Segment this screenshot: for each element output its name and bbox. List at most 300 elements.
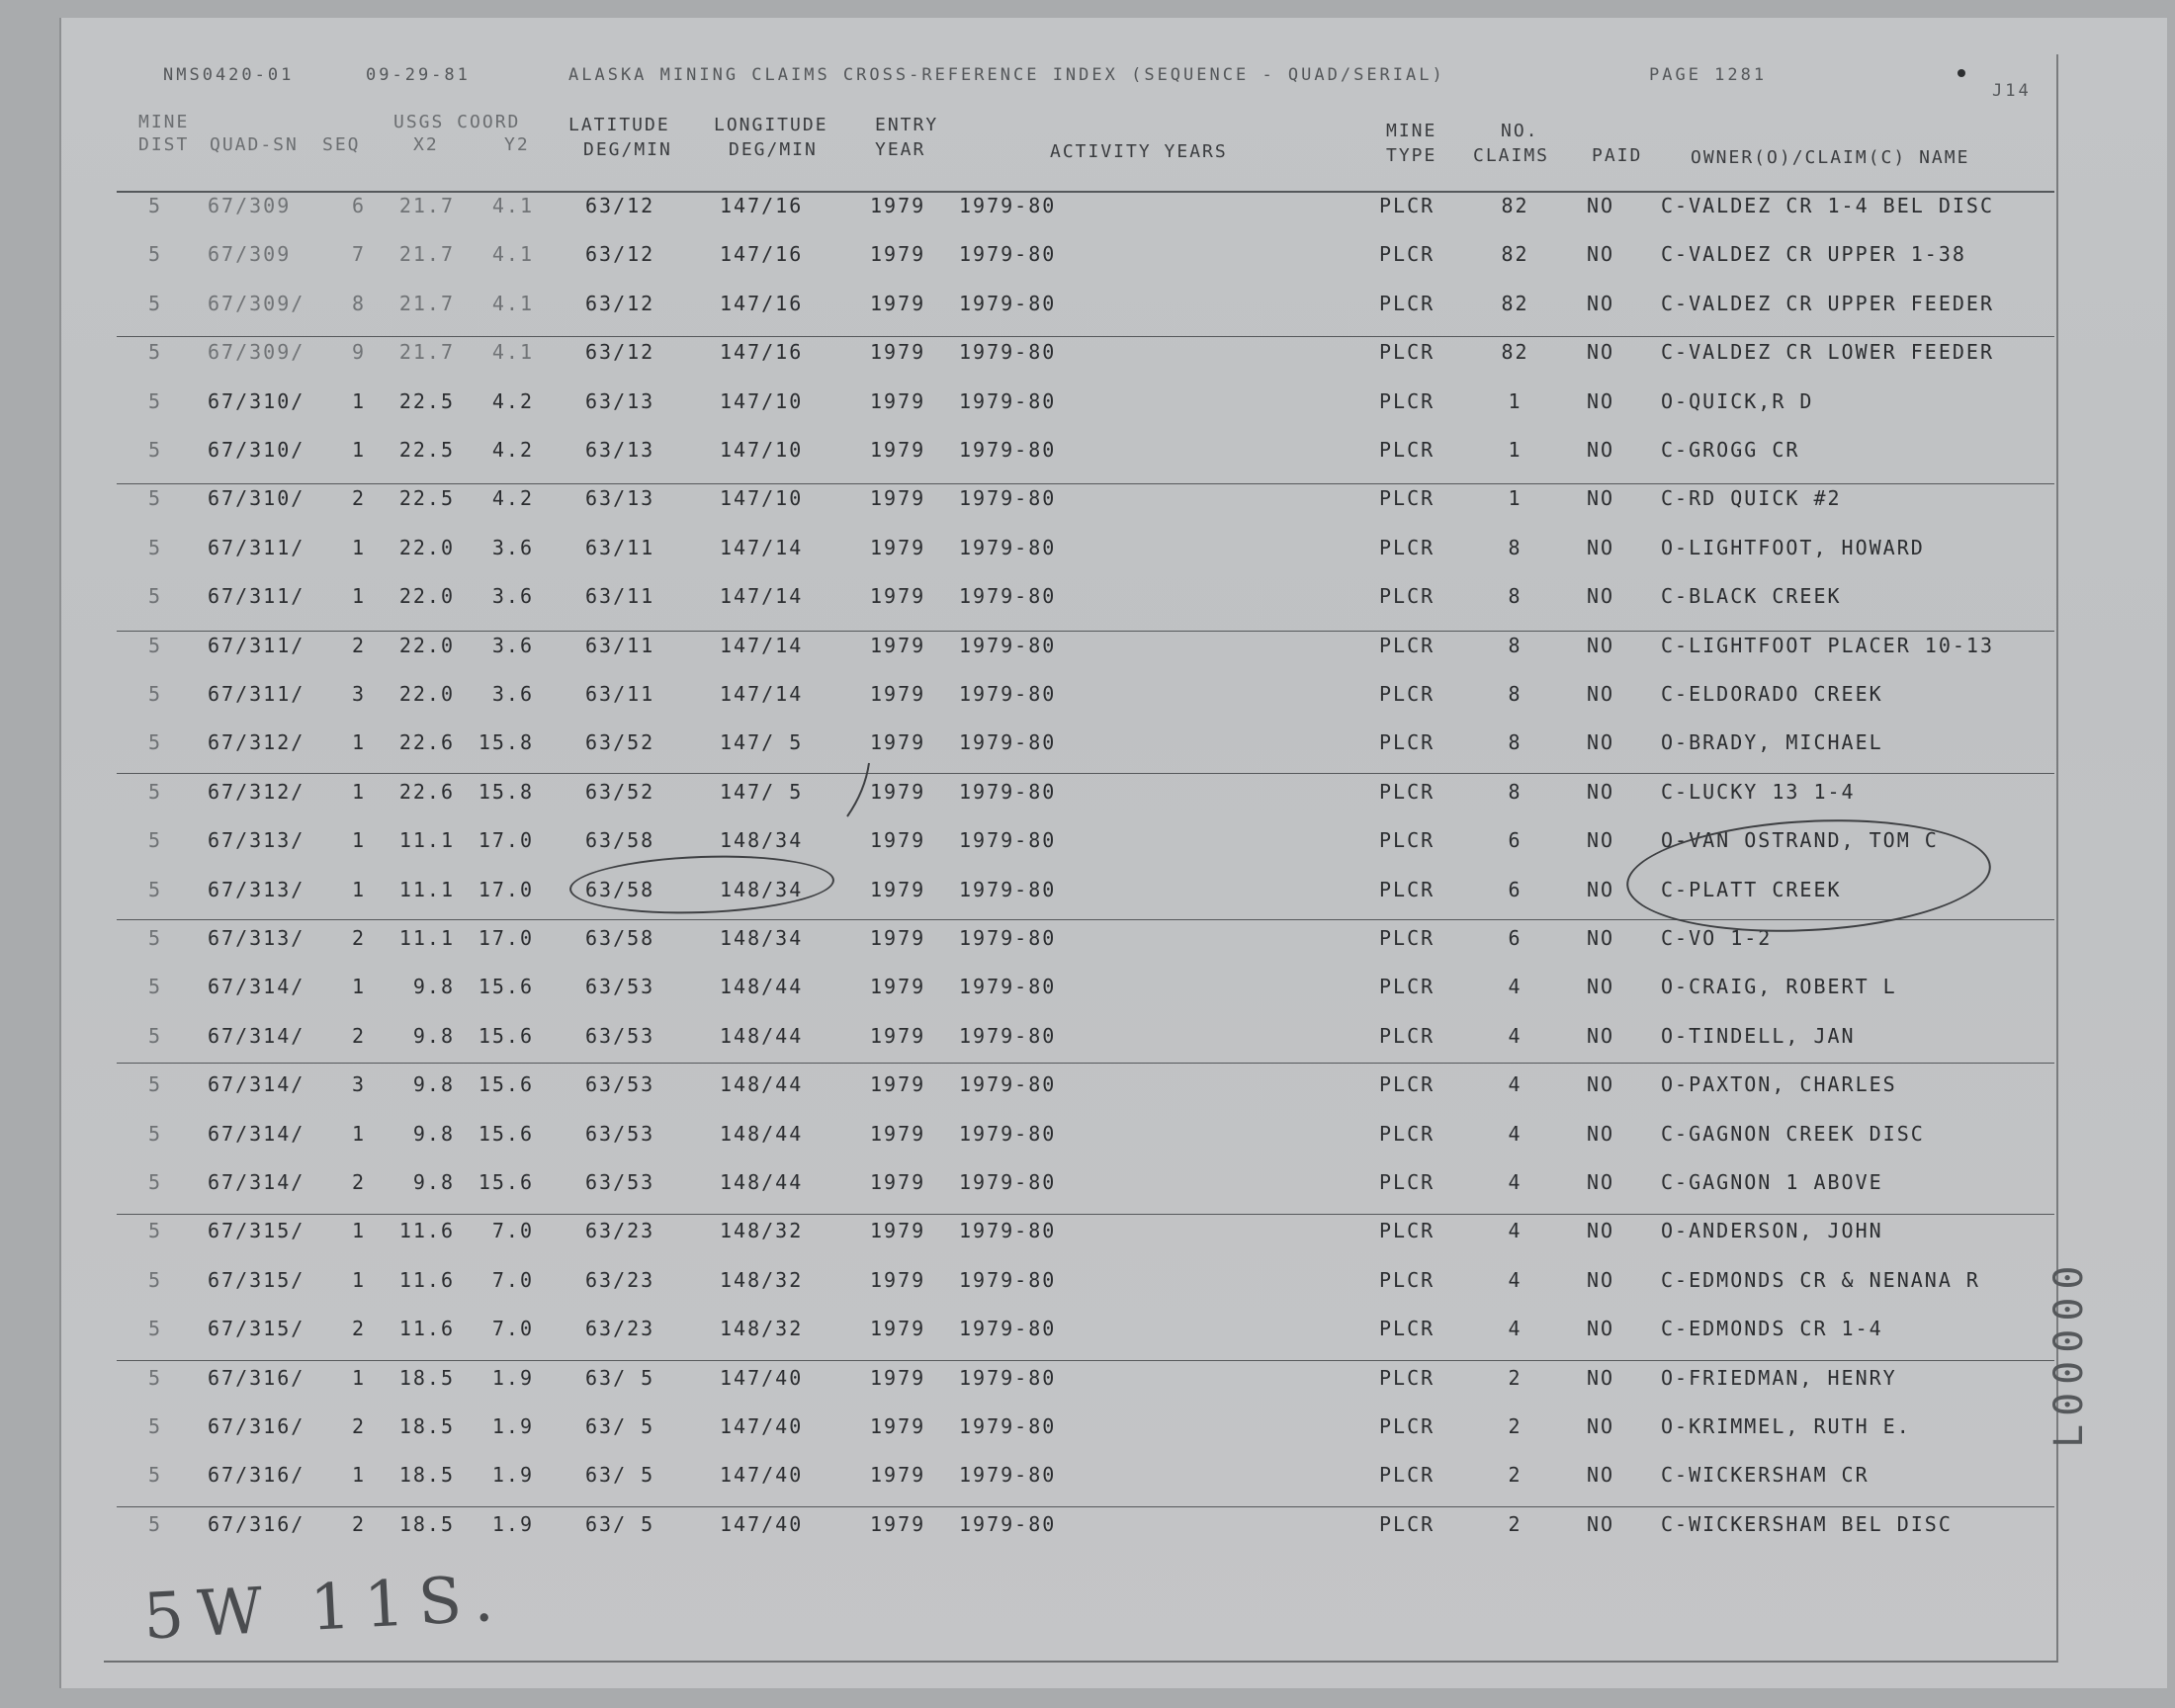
row-no-claims: 4 xyxy=(1508,1072,1522,1097)
table-row xyxy=(0,536,2175,571)
row-mine-dist: 5 xyxy=(148,1317,163,1341)
ink-dot xyxy=(1958,69,1965,77)
table-row xyxy=(0,975,2175,1010)
group-rule xyxy=(117,1506,2054,1507)
row-x2: 22.0 xyxy=(398,633,455,657)
row-mine-type: PLCR xyxy=(1379,242,1436,267)
row-mine-type: PLCR xyxy=(1379,633,1436,657)
row-longitude: 147/14 xyxy=(720,535,804,559)
row-quad-sn: 67/316/ xyxy=(208,1365,305,1390)
col-claims: CLAIMS xyxy=(1473,145,1550,166)
row-latitude: 63/58 xyxy=(585,926,655,950)
row-entry-year: 1979 xyxy=(870,194,926,217)
row-paid: NO xyxy=(1587,1511,1615,1536)
row-mine-dist: 5 xyxy=(148,340,163,365)
row-x2: 18.5 xyxy=(398,1414,455,1438)
table-row xyxy=(0,1366,2175,1402)
row-entry-year: 1979 xyxy=(870,1414,926,1438)
row-latitude: 63/23 xyxy=(585,1219,655,1243)
row-mine-dist: 5 xyxy=(148,291,163,315)
row-activity-years: 1979-80 xyxy=(959,535,1057,559)
table-row xyxy=(0,292,2175,327)
row-latitude: 63/11 xyxy=(585,633,655,657)
row-latitude: 63/23 xyxy=(585,1267,655,1292)
row-paid: NO xyxy=(1587,730,1615,755)
row-longitude: 147/16 xyxy=(720,242,804,267)
row-mine-dist: 5 xyxy=(148,926,163,950)
row-latitude: 63/12 xyxy=(585,291,655,315)
row-no-claims: 4 xyxy=(1508,1317,1522,1341)
handwritten-note: 5W 11S. xyxy=(141,1562,509,1655)
table-row xyxy=(0,926,2175,962)
row-seq: 1 xyxy=(351,1365,366,1390)
row-quad-sn: 67/313/ xyxy=(208,877,305,901)
row-quad-sn: 67/311/ xyxy=(208,633,305,657)
col-dist-label: DIST xyxy=(138,134,190,155)
row-latitude: 63/13 xyxy=(585,388,655,413)
table-row xyxy=(0,1317,2175,1352)
group-rule xyxy=(117,773,2054,774)
row-owner-claim-name: C-WICKERSHAM BEL DISC xyxy=(1661,1511,1953,1536)
row-activity-years: 1979-80 xyxy=(959,926,1057,950)
row-mine-type: PLCR xyxy=(1379,194,1436,217)
table-row xyxy=(0,682,2175,718)
row-paid: NO xyxy=(1587,194,1615,217)
row-entry-year: 1979 xyxy=(870,1121,926,1146)
row-no-claims: 6 xyxy=(1508,828,1522,853)
row-x2: 22.5 xyxy=(398,438,455,462)
row-paid: NO xyxy=(1587,1170,1615,1194)
row-latitude: 63/12 xyxy=(585,242,655,267)
pen-stroke xyxy=(845,761,885,820)
row-longitude: 147/16 xyxy=(720,340,804,365)
row-entry-year: 1979 xyxy=(870,1170,926,1194)
report-title: ALASKA MINING CLAIMS CROSS-REFERENCE INDEX (SEQUENCE - QUAD/SERIAL) xyxy=(568,65,1445,85)
row-latitude: 63/11 xyxy=(585,584,655,609)
row-mine-dist: 5 xyxy=(148,388,163,413)
row-entry-year: 1979 xyxy=(870,1511,926,1536)
row-seq: 1 xyxy=(351,877,366,901)
row-owner-claim-name: C-RD QUICK #2 xyxy=(1661,486,1842,511)
row-mine-type: PLCR xyxy=(1379,828,1436,853)
row-x2: 11.1 xyxy=(398,877,455,901)
row-seq: 2 xyxy=(351,486,366,511)
row-paid: NO xyxy=(1587,1317,1615,1341)
row-no-claims: 2 xyxy=(1508,1414,1522,1438)
row-quad-sn: 67/309 xyxy=(208,242,292,267)
row-longitude: 147/16 xyxy=(720,194,804,217)
row-seq: 1 xyxy=(351,1121,366,1146)
row-paid: NO xyxy=(1587,1267,1615,1292)
row-paid: NO xyxy=(1587,535,1615,559)
table-row xyxy=(0,780,2175,815)
row-seq: 3 xyxy=(351,1072,366,1097)
row-y2: 15.6 xyxy=(478,1023,534,1048)
row-entry-year: 1979 xyxy=(870,535,926,559)
row-quad-sn: 67/310/ xyxy=(208,486,305,511)
row-quad-sn: 67/314/ xyxy=(208,1121,305,1146)
col-usgs-coord: USGS COORD xyxy=(393,112,521,132)
row-y2: 4.1 xyxy=(491,340,534,365)
row-mine-dist: 5 xyxy=(148,1219,163,1243)
row-longitude: 147/10 xyxy=(720,438,804,462)
row-activity-years: 1979-80 xyxy=(959,1170,1057,1194)
row-y2: 3.6 xyxy=(491,584,534,609)
row-mine-type: PLCR xyxy=(1379,486,1436,511)
side-stamp: L00000 xyxy=(2046,1257,2092,1448)
row-latitude: 63/52 xyxy=(585,730,655,755)
row-entry-year: 1979 xyxy=(870,438,926,462)
row-quad-sn: 67/311/ xyxy=(208,584,305,609)
row-no-claims: 4 xyxy=(1508,975,1522,999)
row-quad-sn: 67/314/ xyxy=(208,1072,305,1097)
row-entry-year: 1979 xyxy=(870,828,926,853)
row-longitude: 147/14 xyxy=(720,633,804,657)
col-paid: PAID xyxy=(1592,145,1643,166)
row-longitude: 148/32 xyxy=(720,1267,804,1292)
row-no-claims: 1 xyxy=(1508,438,1522,462)
row-longitude: 148/34 xyxy=(720,828,804,853)
row-no-claims: 4 xyxy=(1508,1121,1522,1146)
row-latitude: 63/53 xyxy=(585,1023,655,1048)
row-paid: NO xyxy=(1587,584,1615,609)
row-owner-claim-name: C-GAGNON CREEK DISC xyxy=(1661,1121,1925,1146)
row-entry-year: 1979 xyxy=(870,779,926,804)
row-seq: 7 xyxy=(351,242,366,267)
row-seq: 2 xyxy=(351,1317,366,1341)
row-longitude: 147/10 xyxy=(720,388,804,413)
col-mine-type-2: TYPE xyxy=(1386,145,1437,166)
row-longitude: 148/44 xyxy=(720,975,804,999)
row-mine-type: PLCR xyxy=(1379,1267,1436,1292)
row-no-claims: 1 xyxy=(1508,388,1522,413)
col-y2: Y2 xyxy=(504,134,530,155)
row-y2: 17.0 xyxy=(478,828,534,853)
row-latitude: 63/52 xyxy=(585,779,655,804)
row-activity-years: 1979-80 xyxy=(959,1072,1057,1097)
row-owner-claim-name: C-ELDORADO CREEK xyxy=(1661,682,1883,706)
row-entry-year: 1979 xyxy=(870,1267,926,1292)
row-latitude: 63/23 xyxy=(585,1317,655,1341)
row-y2: 7.0 xyxy=(491,1317,534,1341)
row-seq: 2 xyxy=(351,1414,366,1438)
row-mine-type: PLCR xyxy=(1379,291,1436,315)
row-owner-claim-name: C-BLACK CREEK xyxy=(1661,584,1842,609)
row-paid: NO xyxy=(1587,1121,1615,1146)
row-mine-dist: 5 xyxy=(148,535,163,559)
row-longitude: 148/34 xyxy=(720,926,804,950)
row-no-claims: 4 xyxy=(1508,1023,1522,1048)
row-quad-sn: 67/314/ xyxy=(208,975,305,999)
row-mine-dist: 5 xyxy=(148,828,163,853)
row-latitude: 63/ 5 xyxy=(585,1365,655,1390)
row-quad-sn: 67/313/ xyxy=(208,926,305,950)
row-seq: 2 xyxy=(351,1170,366,1194)
row-mine-type: PLCR xyxy=(1379,1463,1436,1488)
row-paid: NO xyxy=(1587,877,1615,901)
row-longitude: 147/40 xyxy=(720,1365,804,1390)
row-entry-year: 1979 xyxy=(870,926,926,950)
row-seq: 3 xyxy=(351,682,366,706)
row-mine-type: PLCR xyxy=(1379,584,1436,609)
row-y2: 4.1 xyxy=(491,291,534,315)
row-activity-years: 1979-80 xyxy=(959,1365,1057,1390)
row-no-claims: 4 xyxy=(1508,1219,1522,1243)
row-paid: NO xyxy=(1587,1414,1615,1438)
row-longitude: 147/40 xyxy=(720,1511,804,1536)
row-activity-years: 1979-80 xyxy=(959,975,1057,999)
row-paid: NO xyxy=(1587,633,1615,657)
row-paid: NO xyxy=(1587,1023,1615,1048)
row-paid: NO xyxy=(1587,682,1615,706)
row-paid: NO xyxy=(1587,340,1615,365)
row-entry-year: 1979 xyxy=(870,1365,926,1390)
col-longitude-unit: DEG/MIN xyxy=(729,139,818,160)
row-quad-sn: 67/313/ xyxy=(208,828,305,853)
row-entry-year: 1979 xyxy=(870,1463,926,1488)
row-seq: 1 xyxy=(351,1463,366,1488)
row-mine-dist: 5 xyxy=(148,194,163,217)
row-y2: 1.9 xyxy=(491,1463,534,1488)
row-entry-year: 1979 xyxy=(870,1072,926,1097)
row-activity-years: 1979-80 xyxy=(959,828,1057,853)
col-activity-years: ACTIVITY YEARS xyxy=(1050,141,1228,162)
table-row xyxy=(0,438,2175,473)
row-mine-dist: 5 xyxy=(148,438,163,462)
row-paid: NO xyxy=(1587,388,1615,413)
row-entry-year: 1979 xyxy=(870,730,926,755)
row-y2: 17.0 xyxy=(478,926,534,950)
table-row xyxy=(0,1463,2175,1498)
row-activity-years: 1979-80 xyxy=(959,340,1057,365)
row-y2: 4.1 xyxy=(491,194,534,217)
col-quad-sn: QUAD-SN xyxy=(210,134,299,155)
row-latitude: 63/11 xyxy=(585,682,655,706)
row-longitude: 148/44 xyxy=(720,1023,804,1048)
row-quad-sn: 67/311/ xyxy=(208,535,305,559)
report-date: 09-29-81 xyxy=(366,65,471,85)
row-entry-year: 1979 xyxy=(870,1317,926,1341)
row-activity-years: 1979-80 xyxy=(959,1511,1057,1536)
row-owner-claim-name: C-GAGNON 1 ABOVE xyxy=(1661,1170,1883,1194)
row-owner-claim-name: O-TINDELL, JAN xyxy=(1661,1023,1856,1048)
row-latitude: 63/53 xyxy=(585,1121,655,1146)
row-owner-claim-name: O-BRADY, MICHAEL xyxy=(1661,730,1883,755)
row-x2: 9.8 xyxy=(412,1023,455,1048)
row-mine-type: PLCR xyxy=(1379,926,1436,950)
row-x2: 11.1 xyxy=(398,926,455,950)
row-paid: NO xyxy=(1587,1219,1615,1243)
row-seq: 1 xyxy=(351,388,366,413)
row-entry-year: 1979 xyxy=(870,682,926,706)
table-row xyxy=(0,242,2175,278)
row-longitude: 148/44 xyxy=(720,1121,804,1146)
row-paid: NO xyxy=(1587,486,1615,511)
row-quad-sn: 67/315/ xyxy=(208,1317,305,1341)
table-row xyxy=(0,1268,2175,1304)
row-owner-claim-name: C-VO 1-2 xyxy=(1661,926,1773,950)
row-latitude: 63/58 xyxy=(585,877,655,901)
row-no-claims: 8 xyxy=(1508,535,1522,559)
col-x2: X2 xyxy=(413,134,439,155)
row-y2: 1.9 xyxy=(491,1511,534,1536)
table-row xyxy=(0,1072,2175,1108)
row-mine-dist: 5 xyxy=(148,1121,163,1146)
row-seq: 1 xyxy=(351,1267,366,1292)
row-latitude: 63/53 xyxy=(585,1170,655,1194)
row-no-claims: 8 xyxy=(1508,779,1522,804)
row-activity-years: 1979-80 xyxy=(959,1414,1057,1438)
row-y2: 4.1 xyxy=(491,242,534,267)
row-paid: NO xyxy=(1587,779,1615,804)
row-no-claims: 2 xyxy=(1508,1365,1522,1390)
row-y2: 7.0 xyxy=(491,1267,534,1292)
row-owner-claim-name: O-FRIEDMAN, HENRY xyxy=(1661,1365,1897,1390)
col-seq: SEQ xyxy=(322,134,361,155)
row-quad-sn: 67/310/ xyxy=(208,388,305,413)
row-owner-claim-name: C-LIGHTFOOT PLACER 10-13 xyxy=(1661,633,1994,657)
row-mine-dist: 5 xyxy=(148,779,163,804)
row-longitude: 147/ 5 xyxy=(720,779,804,804)
row-mine-dist: 5 xyxy=(148,1414,163,1438)
row-mine-type: PLCR xyxy=(1379,1365,1436,1390)
row-activity-years: 1979-80 xyxy=(959,388,1057,413)
row-y2: 3.6 xyxy=(491,633,534,657)
row-mine-type: PLCR xyxy=(1379,438,1436,462)
row-latitude: 63/53 xyxy=(585,975,655,999)
row-paid: NO xyxy=(1587,1072,1615,1097)
row-owner-claim-name: O-KRIMMEL, RUTH E. xyxy=(1661,1414,1911,1438)
row-mine-type: PLCR xyxy=(1379,1170,1436,1194)
row-no-claims: 1 xyxy=(1508,486,1522,511)
row-x2: 9.8 xyxy=(412,1072,455,1097)
row-y2: 3.6 xyxy=(491,535,534,559)
row-seq: 1 xyxy=(351,535,366,559)
row-x2: 11.1 xyxy=(398,828,455,853)
row-x2: 18.5 xyxy=(398,1365,455,1390)
row-seq: 1 xyxy=(351,730,366,755)
row-x2: 9.8 xyxy=(412,1170,455,1194)
row-mine-dist: 5 xyxy=(148,1072,163,1097)
row-entry-year: 1979 xyxy=(870,388,926,413)
row-mine-dist: 5 xyxy=(148,1463,163,1488)
row-longitude: 148/32 xyxy=(720,1317,804,1341)
row-activity-years: 1979-80 xyxy=(959,242,1057,267)
table-row xyxy=(0,1122,2175,1157)
table-row xyxy=(0,1170,2175,1206)
row-entry-year: 1979 xyxy=(870,1219,926,1243)
row-mine-type: PLCR xyxy=(1379,1072,1436,1097)
row-paid: NO xyxy=(1587,1365,1615,1390)
row-mine-dist: 5 xyxy=(148,584,163,609)
row-mine-dist: 5 xyxy=(148,242,163,267)
group-rule xyxy=(117,483,2054,484)
row-quad-sn: 67/315/ xyxy=(208,1267,305,1292)
row-owner-claim-name: C-VALDEZ CR LOWER FEEDER xyxy=(1661,340,1994,365)
row-entry-year: 1979 xyxy=(870,340,926,365)
row-owner-claim-name: O-CRAIG, ROBERT L xyxy=(1661,975,1897,999)
row-mine-dist: 5 xyxy=(148,1365,163,1390)
group-rule xyxy=(117,1214,2054,1215)
row-no-claims: 4 xyxy=(1508,1170,1522,1194)
col-owner-claim-name: OWNER(O)/CLAIM(C) NAME xyxy=(1691,147,1970,168)
row-owner-claim-name: O-VAN OSTRAND, TOM C xyxy=(1661,828,1939,853)
row-x2: 11.6 xyxy=(398,1219,455,1243)
row-seq: 2 xyxy=(351,633,366,657)
row-longitude: 148/32 xyxy=(720,1219,804,1243)
row-longitude: 147/40 xyxy=(720,1414,804,1438)
row-seq: 6 xyxy=(351,194,366,217)
row-latitude: 63/11 xyxy=(585,535,655,559)
row-y2: 15.8 xyxy=(478,779,534,804)
row-activity-years: 1979-80 xyxy=(959,1317,1057,1341)
row-x2: 11.6 xyxy=(398,1317,455,1341)
row-activity-years: 1979-80 xyxy=(959,682,1057,706)
row-quad-sn: 67/309/ xyxy=(208,340,305,365)
row-longitude: 147/14 xyxy=(720,682,804,706)
page-number: PAGE 1281 xyxy=(1649,65,1768,85)
row-longitude: 147/14 xyxy=(720,584,804,609)
page-corner-code: J14 xyxy=(1992,81,2032,101)
table-row xyxy=(0,340,2175,376)
row-quad-sn: 67/309 xyxy=(208,194,292,217)
row-x2: 22.5 xyxy=(398,388,455,413)
col-latitude-unit: DEG/MIN xyxy=(583,139,672,160)
row-no-claims: 6 xyxy=(1508,926,1522,950)
col-no: NO. xyxy=(1501,121,1539,141)
row-mine-dist: 5 xyxy=(148,1170,163,1194)
group-rule xyxy=(117,1360,2054,1361)
row-owner-claim-name: O-QUICK,R D xyxy=(1661,388,1814,413)
row-owner-claim-name: C-WICKERSHAM CR xyxy=(1661,1463,1870,1488)
row-y2: 1.9 xyxy=(491,1365,534,1390)
row-latitude: 63/ 5 xyxy=(585,1463,655,1488)
group-rule xyxy=(117,336,2054,337)
row-latitude: 63/12 xyxy=(585,340,655,365)
col-latitude: LATITUDE xyxy=(568,115,670,135)
row-seq: 1 xyxy=(351,438,366,462)
row-no-claims: 6 xyxy=(1508,877,1522,901)
row-latitude: 63/ 5 xyxy=(585,1511,655,1536)
row-owner-claim-name: O-PAXTON, CHARLES xyxy=(1661,1072,1897,1097)
row-activity-years: 1979-80 xyxy=(959,1219,1057,1243)
row-entry-year: 1979 xyxy=(870,877,926,901)
row-seq: 8 xyxy=(351,291,366,315)
row-no-claims: 8 xyxy=(1508,682,1522,706)
row-longitude: 147/ 5 xyxy=(720,730,804,755)
row-x2: 18.5 xyxy=(398,1511,455,1536)
col-longitude: LONGITUDE xyxy=(714,115,828,135)
row-mine-dist: 5 xyxy=(148,633,163,657)
table-row xyxy=(0,1219,2175,1254)
row-owner-claim-name: O-LIGHTFOOT, HOWARD xyxy=(1661,535,1925,559)
row-mine-type: PLCR xyxy=(1379,1317,1436,1341)
row-no-claims: 8 xyxy=(1508,730,1522,755)
row-seq: 1 xyxy=(351,828,366,853)
row-latitude: 63/12 xyxy=(585,194,655,217)
table-row xyxy=(0,194,2175,229)
row-latitude: 63/58 xyxy=(585,828,655,853)
row-activity-years: 1979-80 xyxy=(959,486,1057,511)
row-quad-sn: 67/315/ xyxy=(208,1219,305,1243)
row-quad-sn: 67/314/ xyxy=(208,1023,305,1048)
row-mine-type: PLCR xyxy=(1379,1414,1436,1438)
row-paid: NO xyxy=(1587,1463,1615,1488)
row-quad-sn: 67/316/ xyxy=(208,1511,305,1536)
row-activity-years: 1979-80 xyxy=(959,291,1057,315)
row-owner-claim-name: C-EDMONDS CR 1-4 xyxy=(1661,1317,1883,1341)
row-y2: 15.6 xyxy=(478,1072,534,1097)
